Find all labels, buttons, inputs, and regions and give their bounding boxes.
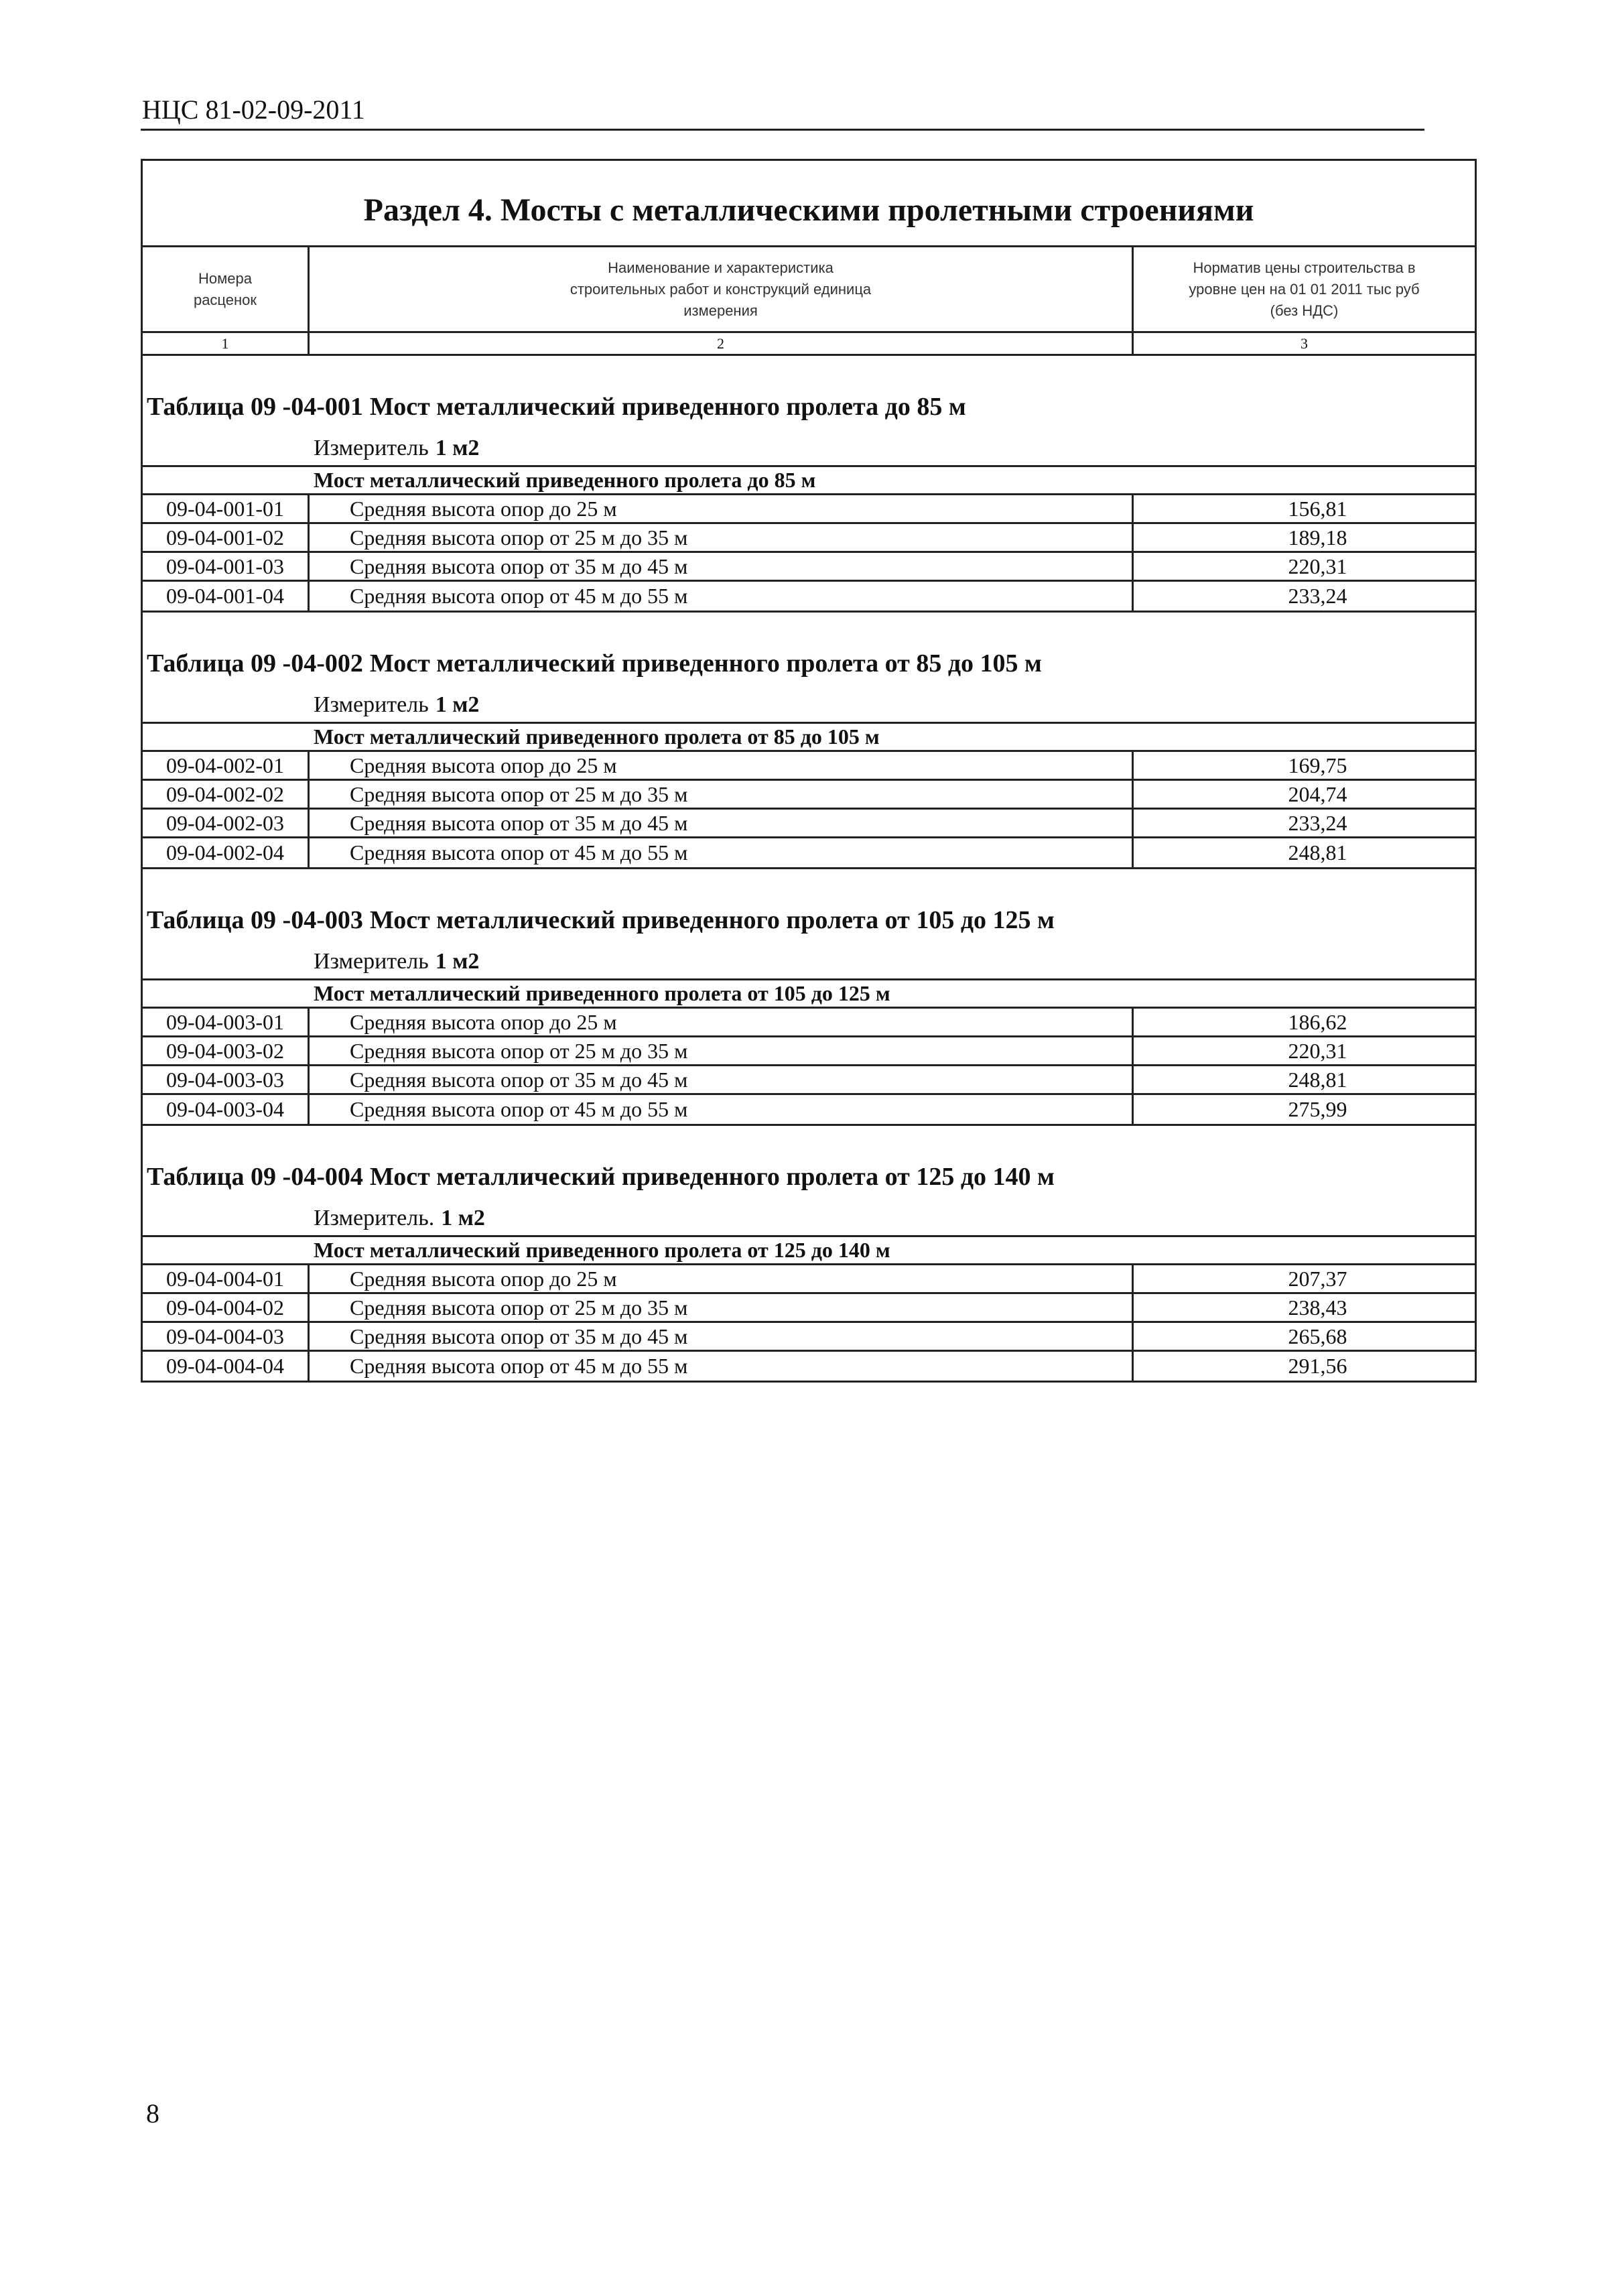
row-code: 09-04-003-01 (143, 1009, 310, 1035)
row-name: Средняя высота опор от 35 м до 45 м (310, 1323, 1134, 1350)
row-code: 09-04-001-04 (143, 582, 310, 611)
row-name: Средняя высота опор до 25 м (310, 495, 1134, 522)
meter-label: Измеритель (314, 692, 429, 717)
row-code: 09-04-001-01 (143, 495, 310, 522)
row-code: 09-04-001-03 (143, 553, 310, 580)
row-code: 09-04-003-03 (143, 1066, 310, 1093)
table-meter (143, 1200, 1475, 1237)
row-code: 09-04-002-02 (143, 781, 310, 808)
table-title-text: Мост металлический приведенного пролета от 85 до 105 м (369, 649, 1042, 678)
column-header-price: Норматив цены строительства в уровне цен на 01 01 2011 тыс руб (без НДС) (1189, 259, 1420, 319)
row-code: 09-04-001-02 (143, 524, 310, 551)
table-row (143, 781, 1475, 810)
table-row (143, 810, 1475, 838)
meter-label: Измеритель (314, 436, 429, 460)
row-price: 248,81 (1288, 1067, 1347, 1092)
table-id: Таблица 09 -04-003 (147, 906, 363, 934)
row-name: Средняя высота опор до 25 м (310, 1009, 1134, 1035)
column-headers (143, 247, 1475, 333)
table-subheader: Мост металлический приведенного пролета от 85 до 105 м (143, 724, 1475, 752)
row-price: 169,75 (1288, 753, 1347, 777)
table-row (143, 1323, 1475, 1352)
row-price: 156,81 (1288, 496, 1347, 521)
table-subheader: Мост металлический приведенного пролета до 85 м (143, 467, 1475, 495)
table-row (143, 524, 1475, 553)
column-number-2: 2 (310, 333, 1134, 354)
table-title (143, 356, 1475, 430)
row-code: 09-04-003-04 (143, 1095, 310, 1124)
table-title-text: Мост металлический приведенного пролета до 85 м (369, 393, 966, 421)
table-id: Таблица 09 -04-004 (147, 1163, 363, 1191)
column-number-1: 1 (143, 333, 310, 354)
table-row (143, 495, 1475, 524)
table-title (143, 869, 1475, 943)
table-title (143, 613, 1475, 686)
price-table (143, 1124, 1475, 1381)
row-name: Средняя высота опор от 35 м до 45 м (310, 810, 1134, 836)
row-code: 09-04-004-01 (143, 1265, 310, 1292)
row-name: Средняя высота опор от 35 м до 45 м (310, 553, 1134, 580)
column-header-name: Наименование и характеристика строительных работ и конструкций единица измерения (310, 247, 1134, 331)
meter-unit: 1 м2 (435, 949, 480, 974)
row-price: 238,43 (1288, 1295, 1347, 1320)
table-row (143, 1352, 1475, 1381)
table-title (143, 1126, 1475, 1200)
price-table (143, 867, 1475, 1124)
row-price: 204,74 (1288, 781, 1347, 806)
table-row (143, 1265, 1475, 1294)
row-code: 09-04-002-03 (143, 810, 310, 836)
meter-unit: 1 м2 (435, 692, 480, 717)
row-code: 09-04-003-02 (143, 1037, 310, 1064)
row-price: 275,99 (1288, 1097, 1347, 1121)
page-number: 8 (146, 2098, 159, 2128)
row-name: Средняя высота опор от 25 м до 35 м (310, 524, 1134, 551)
table-meter (143, 430, 1475, 467)
table-row (143, 582, 1475, 611)
table-row (143, 752, 1475, 781)
table-id: Таблица 09 -04-002 (147, 649, 363, 678)
row-price: 207,37 (1288, 1266, 1347, 1291)
row-name: Средняя высота опор до 25 м (310, 752, 1134, 779)
row-price: 189,18 (1288, 525, 1347, 550)
table-row (143, 553, 1475, 582)
table-meter (143, 943, 1475, 980)
row-name: Средняя высота опор от 45 м до 55 м (310, 1095, 1134, 1124)
table-rows (143, 495, 1475, 611)
row-price: 220,31 (1288, 554, 1347, 578)
row-price: 233,24 (1288, 584, 1347, 608)
row-code: 09-04-002-04 (143, 838, 310, 867)
row-name: Средняя высота опор до 25 м (310, 1265, 1134, 1292)
table-row (143, 1037, 1475, 1066)
row-price: 220,31 (1288, 1038, 1347, 1063)
price-table (143, 356, 1475, 611)
column-numbers (143, 333, 1475, 356)
row-price: 265,68 (1288, 1324, 1347, 1348)
header-rule (141, 129, 1424, 131)
row-price: 233,24 (1288, 810, 1347, 835)
row-code: 09-04-004-04 (143, 1352, 310, 1381)
row-name: Средняя высота опор от 25 м до 35 м (310, 1294, 1134, 1321)
table-title-text: Мост металлический приведенного пролета от 105 до 125 м (369, 906, 1055, 934)
row-name: Средняя высота опор от 45 м до 55 м (310, 838, 1134, 867)
meter-label: Измеритель (314, 949, 429, 974)
row-code: 09-04-002-01 (143, 752, 310, 779)
column-header-codes: Номера расценок (143, 247, 310, 331)
table-id: Таблица 09 -04-001 (147, 393, 363, 421)
column-number-3: 3 (1301, 334, 1308, 352)
row-name: Средняя высота опор от 45 м до 55 м (310, 582, 1134, 611)
table-subheader: Мост металлический приведенного пролета от 105 до 125 м (143, 980, 1475, 1009)
row-code: 09-04-004-02 (143, 1294, 310, 1321)
row-price: 186,62 (1288, 1009, 1347, 1034)
table-rows (143, 752, 1475, 867)
table-row (143, 1294, 1475, 1323)
section-frame (141, 159, 1477, 1383)
meter-label: Измеритель. (314, 1206, 435, 1230)
row-name: Средняя высота опор от 35 м до 45 м (310, 1066, 1134, 1093)
table-row (143, 1095, 1475, 1124)
row-price: 248,81 (1288, 840, 1347, 865)
table-row (143, 838, 1475, 867)
row-price: 291,56 (1288, 1354, 1347, 1378)
price-table (143, 611, 1475, 867)
meter-unit: 1 м2 (435, 436, 480, 460)
meter-unit: 1 м2 (441, 1206, 485, 1230)
table-rows (143, 1009, 1475, 1124)
row-code: 09-04-004-03 (143, 1323, 310, 1350)
row-name: Средняя высота опор от 25 м до 35 м (310, 781, 1134, 808)
row-name: Средняя высота опор от 45 м до 55 м (310, 1352, 1134, 1381)
table-title-text: Мост металлический приведенного пролета от 125 до 140 м (369, 1163, 1055, 1191)
table-row (143, 1009, 1475, 1037)
table-rows (143, 1265, 1475, 1381)
document-code: НЦС 81-02-09-2011 (142, 94, 365, 125)
table-meter (143, 686, 1475, 724)
row-name: Средняя высота опор от 25 м до 35 м (310, 1037, 1134, 1064)
table-subheader: Мост металлический приведенного пролета от 125 до 140 м (143, 1237, 1475, 1265)
table-row (143, 1066, 1475, 1095)
section-title: Раздел 4. Мосты с металлическими пролетными строениями (143, 161, 1475, 247)
